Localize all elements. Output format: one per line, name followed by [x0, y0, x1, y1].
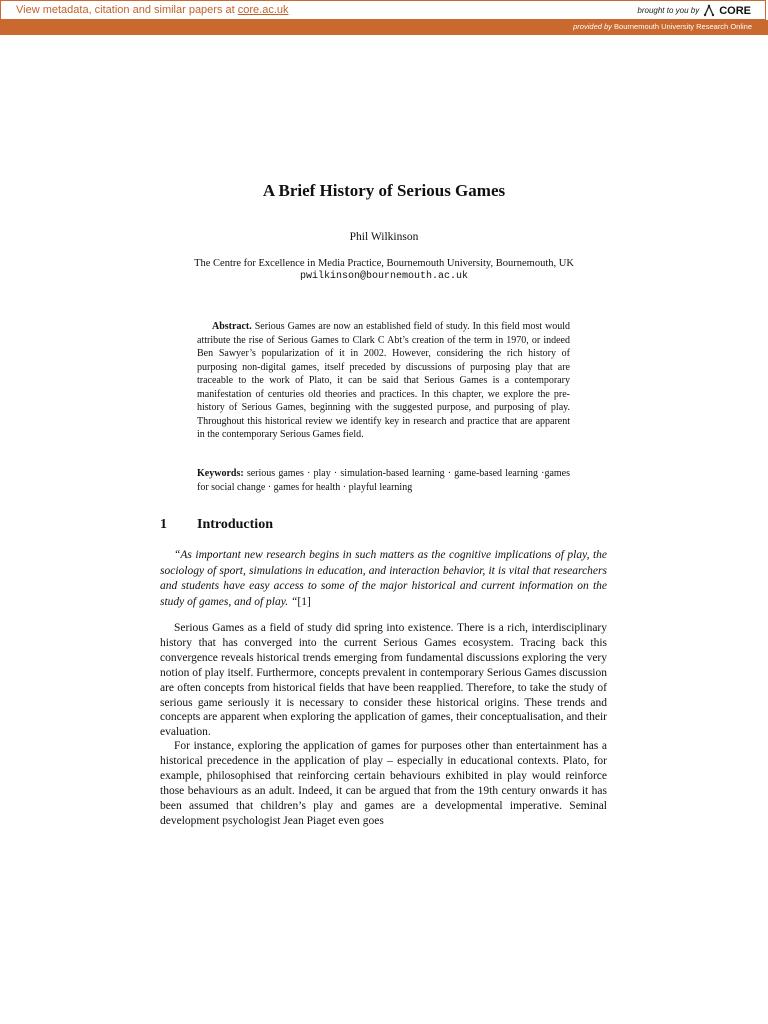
abstract-text: Serious Games are now an established field of study. In this field most would attribute the rise of Serious Games to Clark C Abt’s creation of the term in 1970, or indeed Ben Sawyer’s popularization of it in 2002. However, considering the rich history of purposing non-digital games, itself preceded by discussions of purposing play that are traceable to the work of Plato, it can be said that Serious Games is a contemporary manifestation of centuries old theories and practices. In this chapter, we explore the pre-history of Serious Games, beginning with the suggested purpose, and purposing of play. Throughout this historical review we identify key in research and practice that are apparent in the contemporary Serious Games field.: [197, 321, 571, 440]
epigraph-quote: [160, 548, 607, 610]
core-banner: [0, 0, 766, 20]
abstract-label: Abstract.: [212, 321, 252, 332]
core-logo-icon: [703, 4, 715, 17]
core-brand-name: CORE: [719, 4, 751, 17]
provided-label: provided by: [573, 22, 612, 31]
brought-by-text: brought to you by: [637, 6, 700, 15]
core-metadata-label: View metadata, citation and similar papers at: [16, 4, 238, 16]
quote-reference: [1]: [297, 595, 311, 608]
core-provided-bar: [0, 20, 768, 35]
author-name: Phil Wilkinson: [349, 231, 419, 243]
keywords: [197, 467, 570, 495]
section-title: Introduction: [197, 517, 273, 532]
abstract: [197, 320, 570, 442]
core-provided-text[interactable]: [573, 22, 752, 31]
author-email: pwilkinson@bournemouth.ac.uk: [299, 271, 469, 282]
author-affiliation: The Centre for Excellence in Media Practice, Bournemouth University, Bournemouth, UK: [194, 258, 574, 269]
provided-source: Bournemouth University Research Online: [614, 22, 752, 31]
section-number: 1: [160, 517, 167, 532]
body-paragraph-1: Serious Games as a field of study did spring into existence. There is a rich, interdisciplinary history that has converged into the current Serious Games ecosystem. Tracing back this convergence reveals historical trends emerging from fundamental discussions exploring the very notion of play itself. Furthermore, concepts prevalent in contemporary Serious Games discussion are often concepts from historical fields that have been reapplied. Therefore, to take the study of serious game seriously it is necessary to consider these historical origins. These trends and concepts are apparent when exploring the application of games, their conceptualisation, and their evaluation.: [160, 622, 607, 739]
keywords-text: serious games · play · simulation-based learning · game-based learning ·games for social change · games for health · playful learning: [197, 468, 571, 493]
core-link[interactable]: core.ac.uk: [237, 4, 289, 16]
core-metadata-text: [16, 4, 289, 16]
paper-title: A Brief History of Serious Games: [262, 181, 506, 200]
keywords-label: Keywords:: [197, 468, 244, 479]
section-heading: [160, 517, 273, 533]
core-brand[interactable]: [637, 4, 751, 17]
quote-text: “As important new research begins in such matters as the cognitive implications of play, the sociology of sport, simulations in education, and interaction behavior, it is vital that researchers and students have easy access to some of the major historical and current information on the study of games, and of play. “: [160, 549, 607, 608]
body-paragraph-2: For instance, exploring the application of games for purposes other than entertainment has a historical precedence in the application of play – especially in educational contexts. Plato, for example, philosophised that reinforcing certain behaviours exhibited in play would reinforce those behaviours as an adult. Indeed, it can be argued that from the 19th century onwards it has been assumed that children’s play and games are a developmental imperative. Seminal development psychologist Jean Piaget even goes: [160, 740, 607, 827]
